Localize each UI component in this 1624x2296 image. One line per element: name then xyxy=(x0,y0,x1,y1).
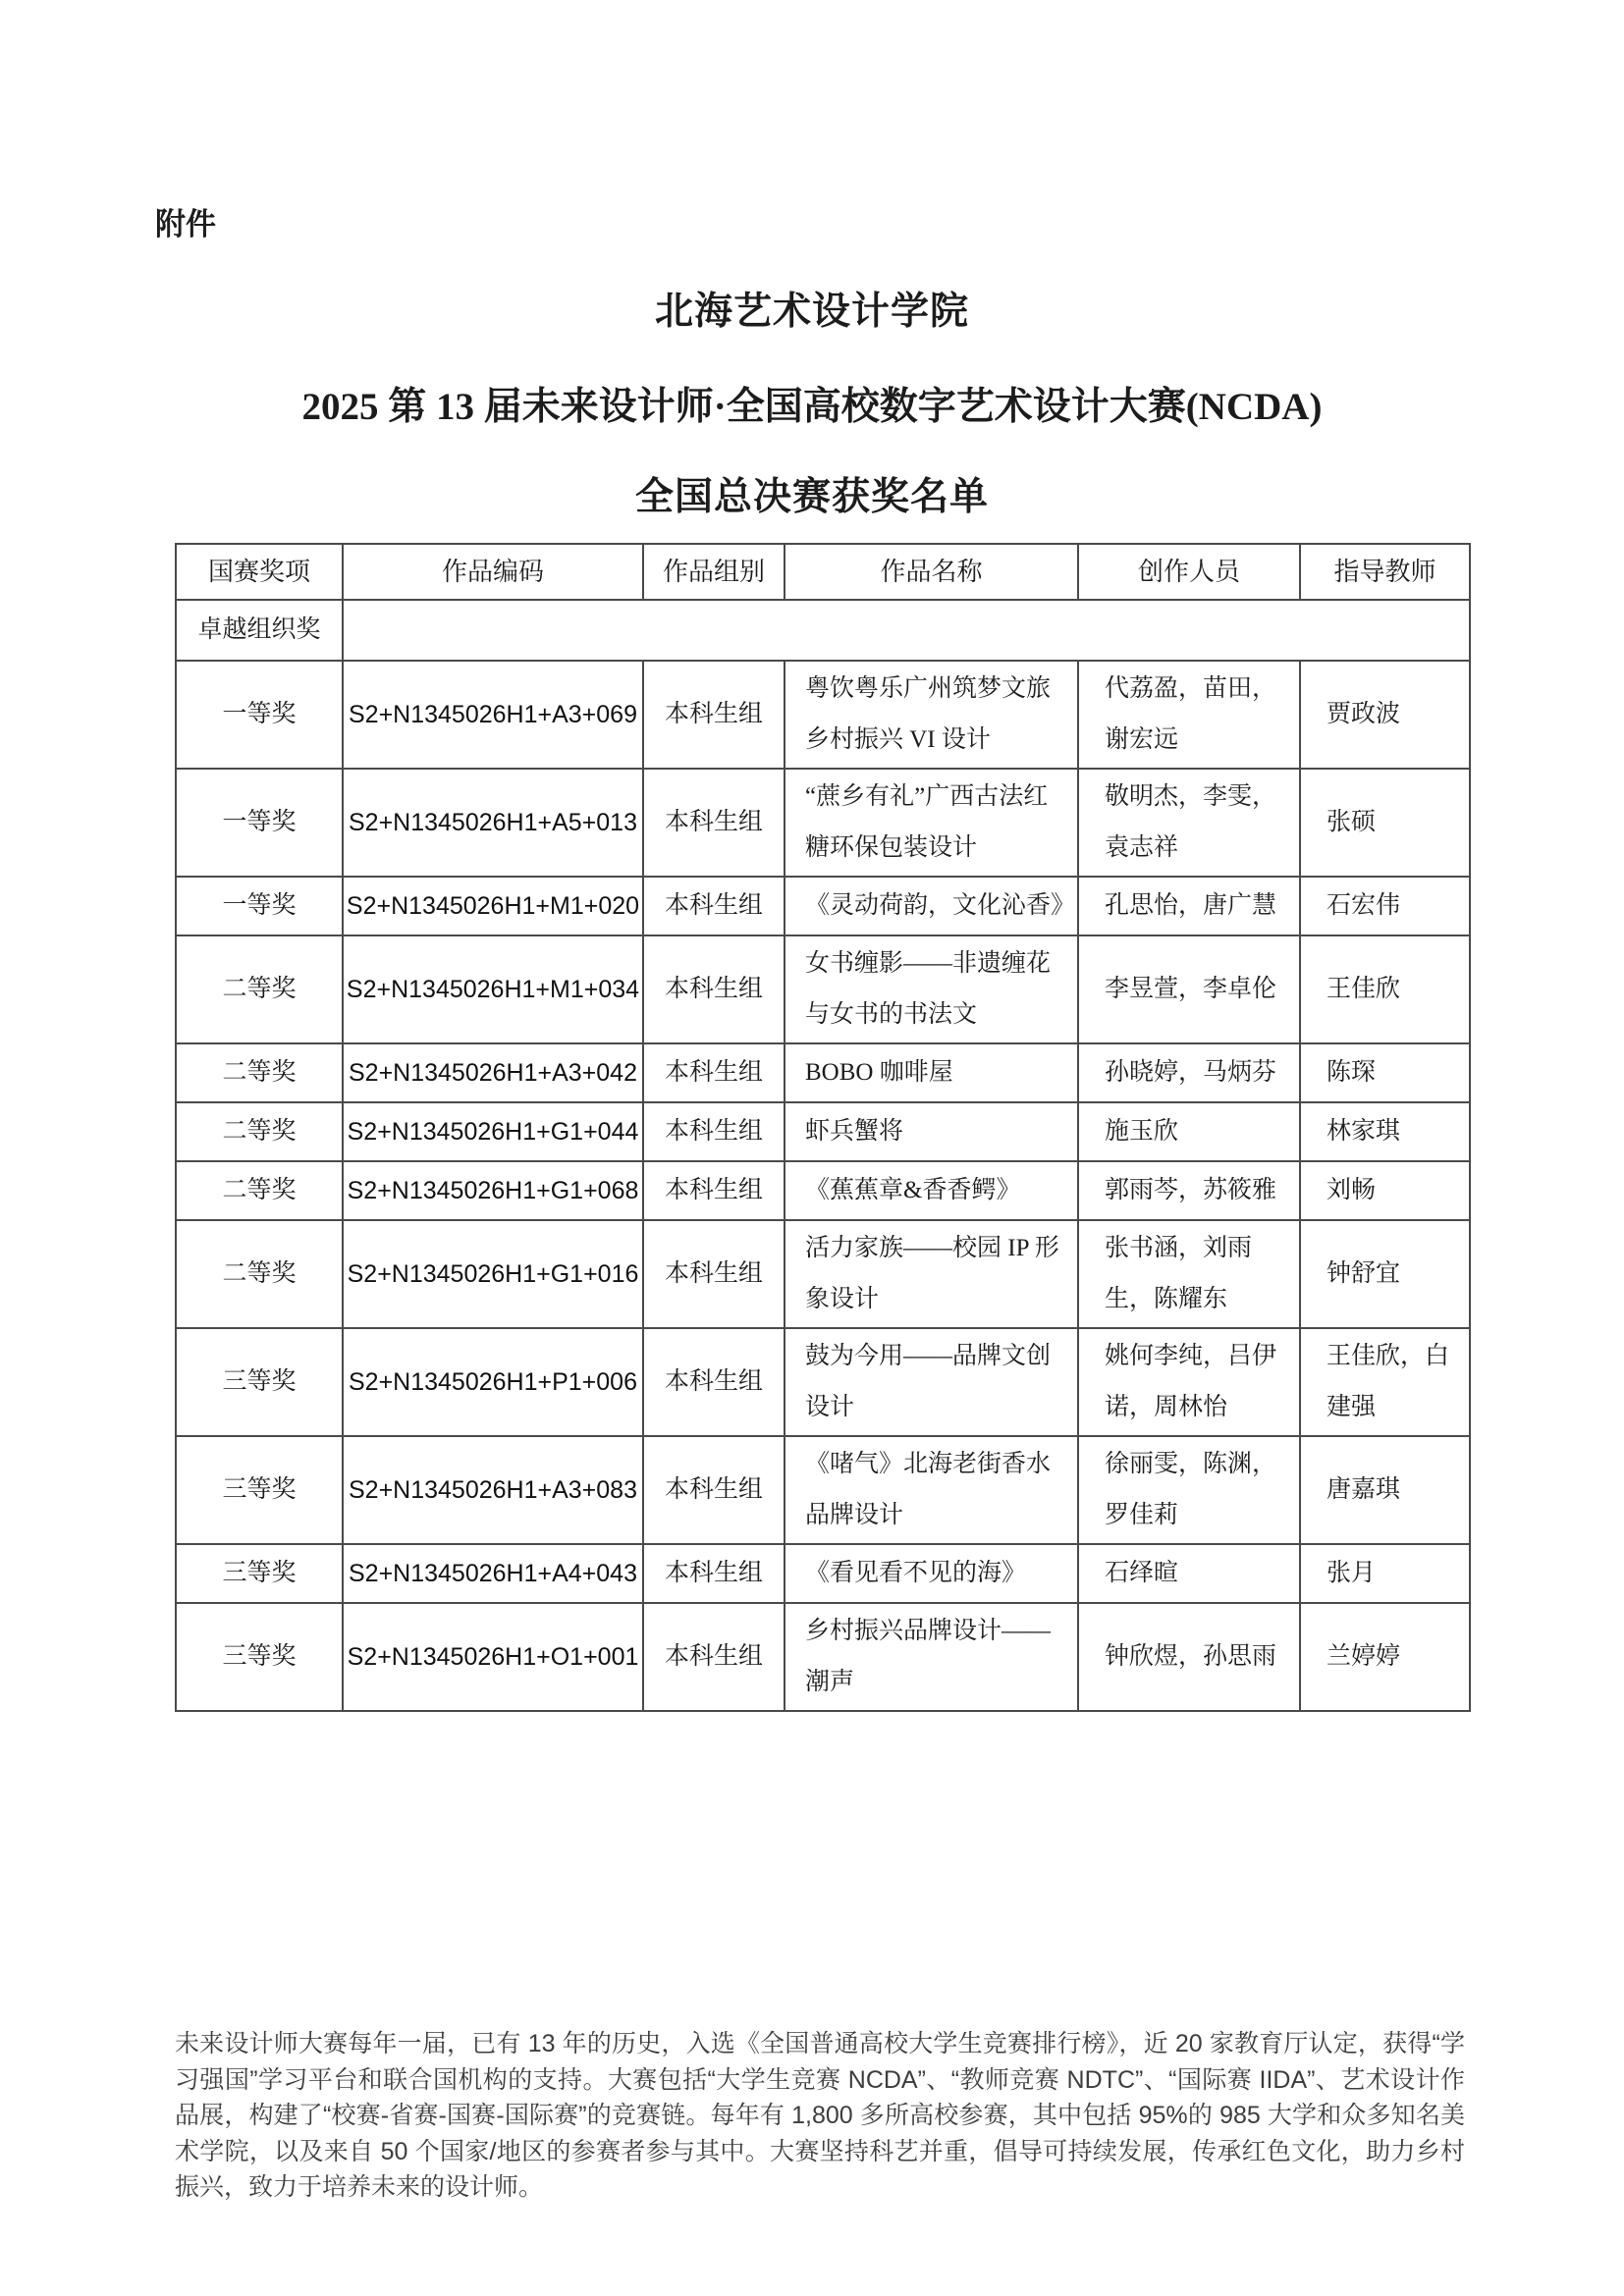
footer-paragraph: 未来设计师大赛每年一届，已有 13 年的历史，入选《全国普通高校大学生竞赛排行榜》，近 20 家教育厅认定，获得“学习强国”学习平台和联合国机构的支持。大赛包括“大学生竞赛 NCDA”、“教师竞赛 NDTC”、“国际赛 IIDA”、艺术设计作品展，构建了“校赛-省赛-国赛-国际赛”的竞赛链。每年有 1,800 多所高校参赛，其中包括 95%的 985 大学和众多知名美术学院，以及来自 50 个国家/地区的参赛者参与其中。大赛坚持科艺并重，倡导可持续发展，传承红色文化，助力乡村振兴，致力于培养未来的设计师。 xyxy=(175,2030,1465,2202)
table-row xyxy=(176,1328,1470,1436)
award-cell: 一等奖 xyxy=(176,877,343,935)
column-header-group: 作品组别 xyxy=(643,544,785,600)
code-cell: S2+N1345026H1+M1+020 xyxy=(343,877,643,935)
column-header-creators: 创作人员 xyxy=(1078,544,1300,600)
creators-cell: 李昱萱，李卓伦 xyxy=(1078,935,1300,1043)
attachment-label: 附件 xyxy=(155,207,216,241)
code-cell: S2+N1345026H1+A4+043 xyxy=(343,1544,643,1603)
table-row xyxy=(176,1161,1470,1220)
teacher-cell: 王佳欣 xyxy=(1300,935,1470,1043)
code-cell: S2+N1345026H1+G1+016 xyxy=(343,1220,643,1328)
title-cell: 《灵动荷韵，文化沁香》 xyxy=(785,877,1078,935)
table-header-row xyxy=(176,544,1470,600)
teacher-cell: 王佳欣，白建强 xyxy=(1300,1328,1470,1436)
group-cell: 本科生组 xyxy=(643,1328,785,1436)
code-cell: S2+N1345026H1+G1+044 xyxy=(343,1102,643,1161)
table-row xyxy=(176,1603,1470,1711)
code-cell: S2+N1345026H1+A5+013 xyxy=(343,769,643,877)
title-cell: 鼓为今用——品牌文创设计 xyxy=(785,1328,1078,1436)
creators-cell: 郭雨芩，苏筱雅 xyxy=(1078,1161,1300,1220)
competition-title: 2025 第 13 届未来设计师·全国高校数字艺术设计大赛(NCDA) xyxy=(301,386,1323,428)
table-row xyxy=(176,1436,1470,1544)
table-row xyxy=(176,1102,1470,1161)
group-cell: 本科生组 xyxy=(643,1544,785,1603)
title-cell: 乡村振兴品牌设计——潮声 xyxy=(785,1603,1078,1711)
award-cell: 二等奖 xyxy=(176,935,343,1043)
excellence-award-row xyxy=(176,600,1470,661)
merged-empty-cell xyxy=(343,600,1470,661)
award-cell: 三等奖 xyxy=(176,1603,343,1711)
group-cell: 本科生组 xyxy=(643,1043,785,1102)
group-cell: 本科生组 xyxy=(643,769,785,877)
creators-cell: 钟欣煜，孙思雨 xyxy=(1078,1603,1300,1711)
school-title: 北海艺术设计学院 xyxy=(654,291,969,333)
award-cell: 二等奖 xyxy=(176,1043,343,1102)
table-row xyxy=(176,769,1470,877)
award-cell: 二等奖 xyxy=(176,1102,343,1161)
award-cell: 二等奖 xyxy=(176,1220,343,1328)
column-header-code: 作品编码 xyxy=(343,544,643,600)
code-cell: S2+N1345026H1+M1+034 xyxy=(343,935,643,1043)
list-subtitle: 全国总决赛获奖名单 xyxy=(634,476,989,518)
creators-cell: 张书涵，刘雨生，陈耀东 xyxy=(1078,1220,1300,1328)
award-cell: 一等奖 xyxy=(176,661,343,769)
teacher-cell: 唐嘉琪 xyxy=(1300,1436,1470,1544)
creators-cell: 姚何李纯，吕伊诺，周林怡 xyxy=(1078,1328,1300,1436)
code-cell: S2+N1345026H1+O1+001 xyxy=(343,1603,643,1711)
creators-cell: 代荔盈，苗田，谢宏远 xyxy=(1078,661,1300,769)
creators-cell: 孔思怡，唐广慧 xyxy=(1078,877,1300,935)
title-cell: 粤饮粤乐广州筑梦文旅乡村振兴 VI 设计 xyxy=(785,661,1078,769)
table-row xyxy=(176,877,1470,935)
title-cell: 女书缠影——非遗缠花与女书的书法文 xyxy=(785,935,1078,1043)
title-cell: “蔗乡有礼”广西古法红糖环保包装设计 xyxy=(785,769,1078,877)
table-row xyxy=(176,1544,1470,1603)
title-cell: 《啫气》北海老街香水品牌设计 xyxy=(785,1436,1078,1544)
title-cell: 《蕉蕉章&香香鳄》 xyxy=(785,1161,1078,1220)
teacher-cell: 林家琪 xyxy=(1300,1102,1470,1161)
awards-table-container xyxy=(175,543,1471,1712)
group-cell: 本科生组 xyxy=(643,1436,785,1544)
award-cell: 三等奖 xyxy=(176,1328,343,1436)
group-cell: 本科生组 xyxy=(643,1161,785,1220)
table-row xyxy=(176,661,1470,769)
creators-cell: 徐丽雯，陈渊，罗佳莉 xyxy=(1078,1436,1300,1544)
awards-table-body xyxy=(176,600,1470,1711)
group-cell: 本科生组 xyxy=(643,1102,785,1161)
teacher-cell: 石宏伟 xyxy=(1300,877,1470,935)
teacher-cell: 陈琛 xyxy=(1300,1043,1470,1102)
group-cell: 本科生组 xyxy=(643,661,785,769)
group-cell: 本科生组 xyxy=(643,1603,785,1711)
teacher-cell: 刘畅 xyxy=(1300,1161,1470,1220)
table-row xyxy=(176,935,1470,1043)
table-row xyxy=(176,1220,1470,1328)
creators-cell: 敬明杰，李雯，袁志祥 xyxy=(1078,769,1300,877)
title-cell: BOBO 咖啡屋 xyxy=(785,1043,1078,1102)
creators-cell: 孙晓婷，马炳芬 xyxy=(1078,1043,1300,1102)
award-cell: 二等奖 xyxy=(176,1161,343,1220)
award-cell: 一等奖 xyxy=(176,769,343,877)
group-cell: 本科生组 xyxy=(643,935,785,1043)
award-cell: 卓越组织奖 xyxy=(176,600,343,661)
awards-table xyxy=(175,543,1471,1712)
code-cell: S2+N1345026H1+P1+006 xyxy=(343,1328,643,1436)
column-header-teacher: 指导教师 xyxy=(1300,544,1470,600)
title-cell: 活力家族——校园 IP 形象设计 xyxy=(785,1220,1078,1328)
group-cell: 本科生组 xyxy=(643,877,785,935)
teacher-cell: 张硕 xyxy=(1300,769,1470,877)
column-header-title: 作品名称 xyxy=(785,544,1078,600)
teacher-cell: 贾政波 xyxy=(1300,661,1470,769)
teacher-cell: 兰婷婷 xyxy=(1300,1603,1470,1711)
title-cell: 《看见看不见的海》 xyxy=(785,1544,1078,1603)
code-cell: S2+N1345026H1+A3+083 xyxy=(343,1436,643,1544)
code-cell: S2+N1345026H1+A3+069 xyxy=(343,661,643,769)
award-cell: 三等奖 xyxy=(176,1544,343,1603)
creators-cell: 石绎暄 xyxy=(1078,1544,1300,1603)
code-cell: S2+N1345026H1+G1+068 xyxy=(343,1161,643,1220)
code-cell: S2+N1345026H1+A3+042 xyxy=(343,1043,643,1102)
group-cell: 本科生组 xyxy=(643,1220,785,1328)
title-cell: 虾兵蟹将 xyxy=(785,1102,1078,1161)
creators-cell: 施玉欣 xyxy=(1078,1102,1300,1161)
teacher-cell: 钟舒宜 xyxy=(1300,1220,1470,1328)
award-cell: 三等奖 xyxy=(176,1436,343,1544)
table-row xyxy=(176,1043,1470,1102)
teacher-cell: 张月 xyxy=(1300,1544,1470,1603)
column-header-award: 国赛奖项 xyxy=(176,544,343,600)
